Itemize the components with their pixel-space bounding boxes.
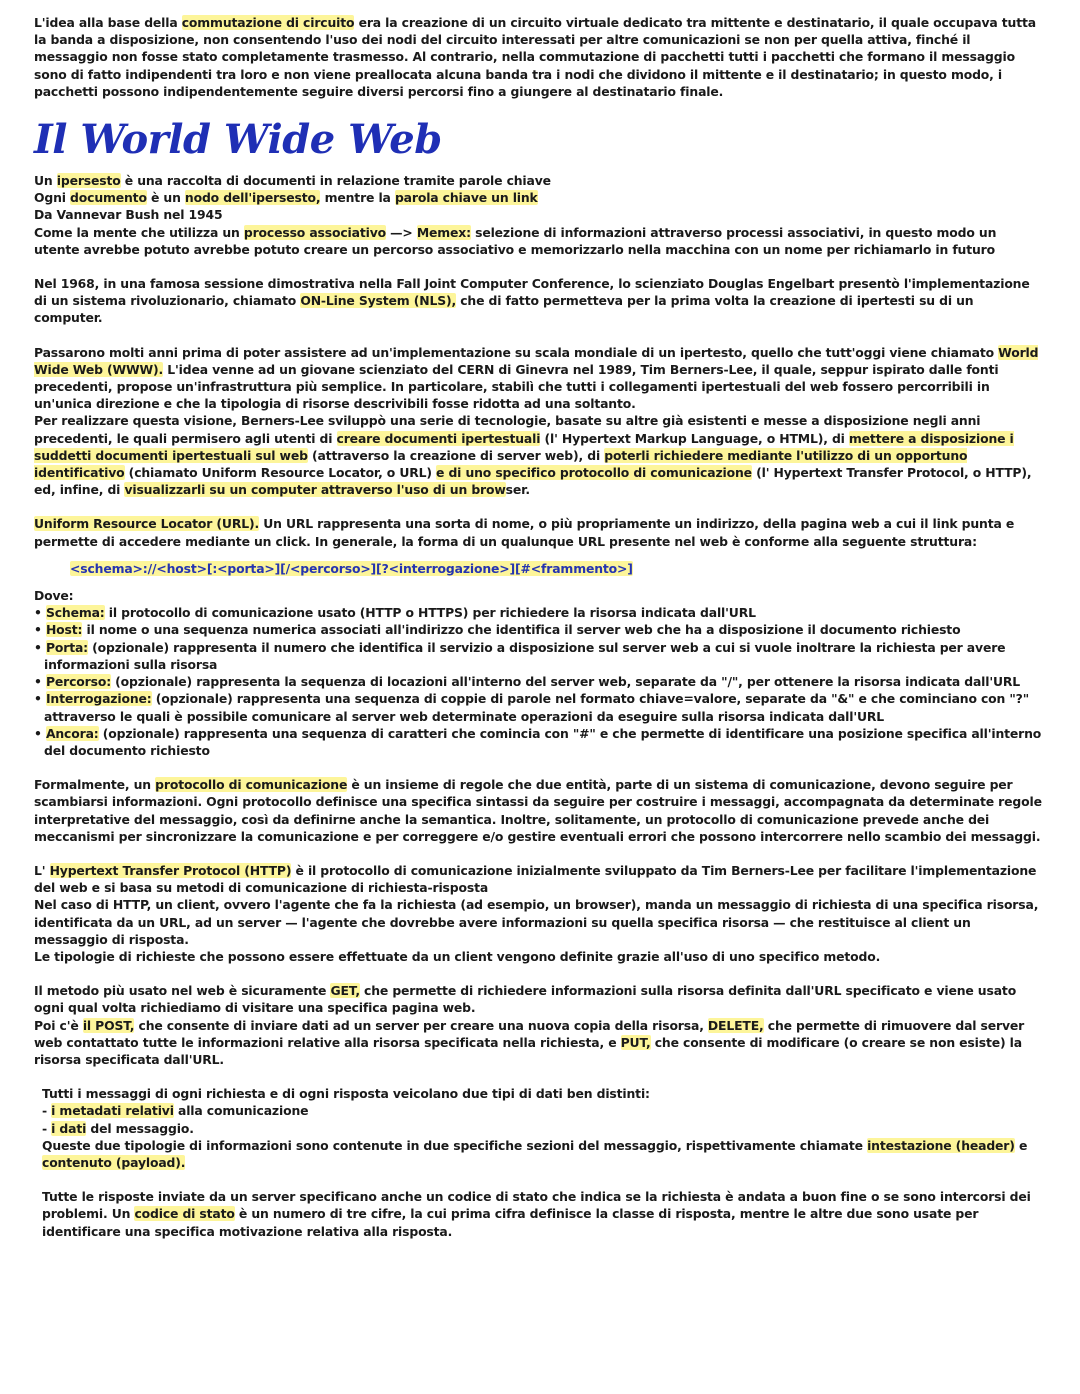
highlight: Porta: [45, 639, 88, 655]
list-item: • Percorso: (opzionale) rappresenta la sequenza di locazioni all'interno del server web, separate da "/", per ottenere la risorsa indicata dall'URL [34, 674, 1021, 690]
highlight: Hypertext Transfer Protocol (HTTP) [49, 862, 292, 878]
text: e [1014, 1137, 1028, 1153]
highlight: commutazione di circuito [181, 15, 355, 30]
highlight: <schema>://<host>[:<porta>][/<percorso>][?<interrogazione>][#<frammento>] [70, 560, 633, 576]
highlight: parola chiave un link [394, 190, 538, 206]
text: è un insieme di regole che due entità, parte di un sistema di comunicazione, devono seguire per scambiarsi informazioni. Ogni protocollo definisce una specifica sintassi da seguire per costruire i messaggi, accompagnata da determinate regole interpretative del messaggio, così da definirne anche la semantica. Inoltre, solitamente, un protocollo di comunicazione prevede anche dei meccanismi per sincronizzare la comunicazione e per correggere e/o gestire eventuali errori che possono intercorrere nello scambio dei messaggi. [34, 777, 1042, 844]
text: - [42, 1120, 52, 1136]
text: che permette di rimuovere dal server web contattato tutte le informazioni relative alla risorsa specificata nella richiesta, e [34, 1017, 1025, 1050]
document-page [34, 14, 1044, 1240]
text: (opzionale) rappresenta la sequenza di locazioni all'interno del server web, separate da "/", per ottenere la risorsa indicata dall'URL [111, 674, 1021, 690]
paragraph-methods [34, 982, 1044, 1068]
highlight: codice di stato [134, 1206, 235, 1222]
highlight: Percorso: [45, 674, 111, 690]
paragraph-protocol [34, 776, 1044, 845]
highlight: PUT, [620, 1034, 651, 1050]
paragraph-url [34, 515, 1044, 549]
paragraph-www [34, 344, 1044, 499]
dove-label: Dove: [34, 588, 74, 604]
list-item: • Interrogazione: (opzionale) rappresenta una sequenza di coppie di parole nel formato chiave=valore, separate da "&" e che cominciano con "?" attraverso le quali è possibile comunicare al server web determinate operazioni da eseguire sulla risorsa indicata dall'URL [34, 691, 1030, 724]
text: L'idea alla base della [34, 15, 182, 30]
highlight: ON-Line System (NLS), [300, 293, 457, 309]
url-parts-list [34, 604, 1044, 759]
text: (l' Hypertext Transfer Protocol, o HTTP), ed, infine, di [34, 465, 1032, 498]
highlight: visualizzarli su un computer attraverso l'uso di un brow [124, 482, 506, 498]
text: Per realizzare questa visione, Berners-Lee sviluppò una serie di tecnologie, basate su altre già esistenti e messe a disposizione negli anni precedenti, le quali permisero agli utenti di [34, 413, 981, 446]
text: che permette di richiedere informazioni sulla risorsa definita dall'URL specificato e viene usato ogni qual volta richiediamo di visitare una specifica pagina web. [34, 983, 1017, 1016]
text: Poi c'è [34, 1017, 83, 1033]
text: selezione di informazioni attraverso processi associativi, in questo modo un utente avrebbe potuto avrebbe potuto creare un percorso associativo e memorizzarlo nella macchina con un nome per richiamarlo in futuro [34, 224, 997, 257]
paragraph-hypertext [34, 172, 1044, 258]
highlight: documento [70, 190, 147, 206]
text: Le tipologie di richieste che possono essere effettuate da un client vengono definite grazie all'uso di uno specifico metodo. [34, 948, 881, 964]
highlight: il POST, [82, 1017, 135, 1033]
list-item: • Host: il nome o una sequenza numerica associati all'indirizzo che identifica il server web che ha a disposizione il documento richiesto [34, 622, 961, 638]
text: alla comunicazione [173, 1103, 309, 1119]
highlight: mettere a disposizione i suddetti documenti ipertestuali sul web [34, 430, 1014, 463]
highlight: contenuto (payload). [42, 1154, 186, 1170]
text: Nel 1968, in una famosa sessione dimostrativa nella Fall Joint Computer Conference, lo scienziato Douglas Engelbart presentò l'implementazione di un sistema rivoluzionario, chiamato [34, 276, 1030, 309]
text: —> [386, 224, 417, 240]
highlight: World Wide Web (WWW). [34, 344, 1039, 377]
paragraph-engelbart [34, 275, 1044, 327]
paragraph-circuit-switching [34, 14, 1044, 100]
text: (chiamato Uniform Resource Locator, o URL) [124, 465, 437, 481]
highlight: nodo dell'ipersesto, [184, 190, 321, 206]
text: è una raccolta di documenti in relazione tramite parole chiave [120, 173, 551, 189]
highlight: Host: [45, 622, 83, 638]
highlight: Schema: [45, 605, 105, 621]
highlight: DELETE, [707, 1017, 764, 1033]
text: Il metodo più usato nel web è sicuramente [34, 983, 331, 999]
text: mentre la [320, 190, 395, 206]
text: Ogni [34, 190, 71, 206]
text: Passarono molti anni prima di poter assistere ad un'implementazione su scala mondiale di un ipertesto, quello che tutt'oggi viene chiamato [34, 344, 999, 360]
text: è un [146, 190, 185, 206]
highlight: Uniform Resource Locator (URL). [34, 516, 260, 532]
text: Tutti i messaggi di ogni richiesta e di ogni risposta veicolano due tipi di dati ben distinti: [42, 1086, 650, 1102]
text: L' [34, 862, 50, 878]
highlight: processo associativo [243, 224, 387, 240]
text: - [42, 1103, 52, 1119]
highlight: i metadati relativi [51, 1103, 174, 1119]
text: Formalmente, un [34, 777, 156, 793]
highlight: protocollo di comunicazione [155, 777, 348, 793]
text: che consente di modificare (o creare se non esiste) la risorsa specificata dall'URL. [34, 1034, 1022, 1067]
text: Un URL rappresenta una sorta di nome, o più propriamente un indirizzo, della pagina web a cui il link punta e permette di accedere mediante un click. In generale, la forma di un qualunque URL presente nel web è conforme alla seguente struttura: [34, 516, 1015, 549]
text: Un [34, 173, 57, 189]
highlight: ipersesto [56, 173, 121, 189]
text: che di fatto permetteva per la prima volta la creazione di ipertesti su di un computer. [34, 293, 974, 326]
url-structure [70, 560, 1044, 577]
text: (opzionale) rappresenta una sequenza di coppie di parole nel formato chiave=valore, separate da "&" e che cominciano con "?" attraverso le quali è possibile comunicare al server web determinate operazioni da eseguire sulla risorsa indicata dall'URL [44, 691, 1030, 724]
text: Da Vannevar Bush nel 1945 [34, 207, 223, 223]
text: ser. [505, 482, 530, 498]
text: Tutte le risposte inviate da un server specificano anche un codice di stato che indica se la richiesta è andata a buon fine o se sono intercorsi dei problemi. Un [42, 1189, 1031, 1222]
text: che consente di inviare dati ad un server per creare una nuova copia della risorsa, [134, 1017, 708, 1033]
text: del messaggio. [86, 1120, 194, 1136]
highlight: i dati [51, 1120, 87, 1136]
highlight: intestazione (header) [867, 1137, 1015, 1153]
paragraph-status-code [42, 1188, 1044, 1240]
text: il nome o una sequenza numerica associati all'indirizzo che identifica il server web che ha a disposizione il documento richiesto [82, 622, 961, 638]
text: (opzionale) rappresenta una sequenza di caratteri che comincia con "#" e che permette di identificare una posizione specifica all'interno del documento richiesto [44, 725, 1042, 758]
list-item: • Ancora: (opzionale) rappresenta una sequenza di caratteri che comincia con "#" e che permette di identificare una posizione specifica all'interno del documento richiesto [34, 725, 1042, 758]
text: il protocollo di comunicazione usato (HTTP o HTTPS) per richiedere la risorsa indicata dall'URL [104, 605, 756, 621]
highlight: GET, [330, 983, 360, 999]
highlight: creare documenti ipertestuali [336, 430, 541, 446]
paragraph-messages [42, 1085, 1044, 1171]
highlight: e di uno specifico protocollo di comunicazione [436, 465, 752, 481]
paragraph-http [34, 862, 1044, 965]
text: (l' Hypertext Markup Language, o HTML), di [540, 430, 849, 446]
text: (attraverso la creazione di server web), di [307, 447, 605, 463]
text: Queste due tipologie di informazioni sono contenute in due specifiche sezioni del messaggio, rispettivamente chiamate [42, 1137, 868, 1153]
text: (opzionale) rappresenta il numero che identifica il servizio a disposizione sul server web a cui si vuole inoltrare la richiesta per avere informazioni sulla risorsa [44, 639, 1006, 672]
highlight: Ancora: [45, 725, 99, 741]
text: era la creazione di un circuito virtuale dedicato tra mittente e destinatario, il quale occupava tutta la banda a disposizione, non consentendo l'uso dei nodi del circuito interessati per altre comunicazioni se non per quella attiva, finché il messaggio non fosse stato completamente trasmesso. Al contrario, nella commutazione di pacchetti tutti i pacchetti che formano il messaggio sono di fatto indipendenti tra loro e non viene preallocata alcuna banda tra i nodi che dividono il mittente e il destinatario; in questo modo, i pacchetti possono indipendentemente seguire diversi percorsi fino a giungere al destinatario finale. [34, 15, 1036, 99]
highlight: Interrogazione: [45, 691, 152, 707]
text: L'idea venne ad un giovane scienziato del CERN di Ginevra nel 1989, Tim Berners-Lee, il quale, seppur ispirato dalle fonti precedenti, propose un'infrastruttura più semplice. In particolare, stabilì che tutti i collegamenti ipertestuali del web fossero percorribili in un'unica direzione e che la tipologia di risorse descrivibili fosse ridotta ad una soltanto. [34, 361, 999, 412]
text: Nel caso di HTTP, un client, ovvero l'agente che fa la richiesta (ad esempio, un browser), manda un messaggio di richiesta di una specifica risorsa, identificata da un URL, ad un server — l'agente che dovrebbe avere informazioni su quella specifica risorsa — che restituisce al client un messaggio di risposta. [34, 897, 1039, 947]
list-item: • Porta: (opzionale) rappresenta il numero che identifica il servizio a disposizione sul server web a cui si vuole inoltrare la richiesta per avere informazioni sulla risorsa [34, 639, 1006, 672]
highlight: poterli richiedere mediante l'utilizzo di un opportuno identificativo [34, 447, 968, 481]
text: è un numero di tre cifre, la cui prima cifra definisce la classe di risposta, mentre le altre due sono usate per identificare una specifica motivazione relativa alla risposta. [42, 1206, 979, 1239]
text: è il protocollo di comunicazione inizialmente sviluppato da Tim Berners-Lee per facilitare l'implementazione del web e si basa su metodi di comunicazione di richiesta-risposta [34, 862, 1037, 896]
text: Come la mente che utilizza un [34, 224, 244, 240]
section-title: Il World Wide Web [34, 116, 442, 164]
list-item: • Schema: il protocollo di comunicazione usato (HTTP o HTTPS) per richiedere la risorsa indicata dall'URL [34, 605, 756, 621]
highlight: Memex: [416, 224, 471, 240]
